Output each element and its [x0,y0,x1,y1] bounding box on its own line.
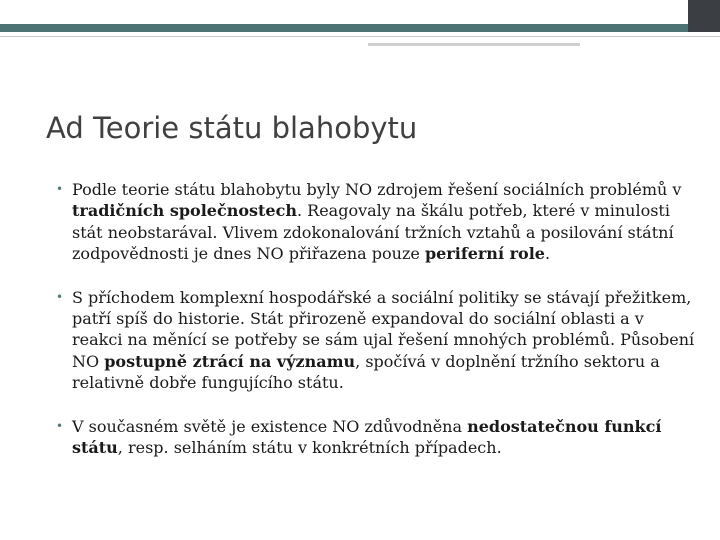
bold-emphasis: tradičních společnostech [72,201,297,221]
bullet-item-2 [56,287,696,394]
bullet-list [56,179,696,458]
bullet-text: S příchodem komplexní hospodářské a sociální politiky se stávají přežitkem, patří spíš do historie. Stát přirozeně expandoval do sociální oblasti a v reakci na měnící se potřeby se sám ujal řešení mnohých problémů. Působení NO postupně ztrácí na významu, spočívá v doplnění tržního sektoru a relativně dobře fungujícího státu. [72,287,695,393]
bullet-text: Podle teorie státu blahobytu byly NO zdrojem řešení sociálních problémů v tradičních společnostech. Reagovaly na škálu potřeb, které v minulosti stát neobstarával. Vlivem zdokonalování tržních vztahů a posilování státní zodpovědnosti je dnes NO přiřazena pouze periferní role. [72,180,682,264]
bullet-item-1 [56,179,696,265]
bold-emphasis: nedostatečnou funkcí státu [72,416,662,458]
header-divider-line [0,36,720,37]
bold-emphasis: postupně ztrácí na významu [104,351,356,371]
bullet-icon: • [56,182,64,196]
bullet-item-3 [56,416,696,459]
bullet-text: V současném světě je existence NO zdůvodněna nedostatečnou funkcí státu, resp. selháním státu v konkrétních případech. [72,416,662,458]
slide-title: Ad Teorie státu blahobytu [46,111,418,145]
bullet-icon: • [56,418,64,433]
bullet-icon: • [56,289,64,304]
header-divider-short [368,43,580,46]
header-accent-bar [0,24,720,32]
corner-accent-block [688,0,720,32]
bold-emphasis: periferní role [424,244,545,264]
